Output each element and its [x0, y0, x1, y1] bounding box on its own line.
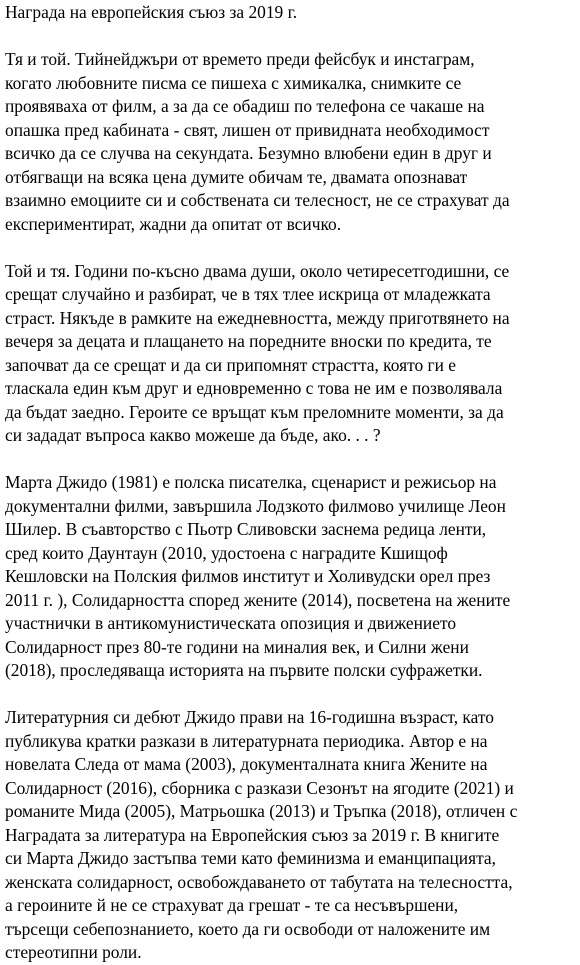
text-line: експериментират, жадни да опитат от всичко.	[5, 213, 342, 234]
text-line: страст. Някъде в рамките на ежедневността, между приготвянето на	[5, 307, 510, 328]
text-line: Марта Джидо (1981) е полска писателка, сценарист и режисьор на	[5, 472, 497, 492]
body-paragraph	[5, 471, 579, 683]
paragraph-gap	[5, 25, 580, 49]
body-paragraph	[5, 48, 579, 236]
text-line: опашка пред кабината - свят, лишен от привидната необходимост	[5, 119, 490, 140]
text-line: проявяваха от филм, а за да се обадиш по телефона се чакаше на	[5, 96, 485, 116]
text-line: Шилер. В съавторство с Пьотр Сливовски заснема редица ленти,	[5, 519, 487, 539]
body-paragraph	[5, 260, 579, 448]
text-line: Той и тя. Години по-късно двама души, около четиресетгодишни, се	[5, 260, 510, 281]
body-paragraph	[5, 706, 579, 965]
text-line: женската солидарност, освобождаването от табутата на телесността,	[5, 871, 513, 892]
paragraph-gap	[5, 683, 580, 707]
text-line: сред които Даунтаун (2010, удостоена с наградите Кшищоф	[5, 542, 448, 563]
text-line: публикува кратки разкази в литературната периодика. Автор е на	[5, 730, 488, 751]
text-line: Наградата за литература на Европейския съюз за 2019 г. В книгите	[5, 824, 500, 845]
text-line: 2011 г. ), Солидарността според жените (2014), посветена на жените	[5, 589, 511, 610]
text-line: Литературния си дебют Джидо прави на 16-годишна възраст, като	[5, 707, 494, 727]
text-line: си зададат въпроса какво можеше да бъде, ако. . . ?	[5, 425, 381, 445]
text-line: търсещи себепознанието, което да ги освободи от наложените им	[5, 918, 491, 939]
text-line: Солидарност (2016), сборника с разкази Сезонът на ягодите (2021) и	[5, 777, 514, 798]
text-line: срещат случайно и разбират, че в тях тлее искрица от младежката	[5, 284, 491, 304]
text-line: стереотипни роли.	[5, 942, 142, 962]
text-line: всичко да се случва на секундата. Безумно влюбени един в друг и	[5, 143, 492, 163]
text-line: (2018), проследяваща историята на първите полски суфражетки.	[5, 660, 483, 680]
text-line: романите Мида (2005), Матрьошка (2013) и Тръпка (2018), отличен с	[5, 801, 518, 821]
text-line: да бъдат заедно. Героите се връщат към преломните моменти, за да	[5, 401, 504, 422]
text-line: взаимно емоциите си и собствената си телесност, не се страхуват да	[5, 190, 510, 210]
text-line: тласкала един към друг и едновременно с това не им е позволявала	[5, 378, 503, 398]
text-line: Солидарност през 80-те години на миналия век, и Силни жени	[5, 636, 469, 657]
paragraph-gap	[5, 236, 580, 260]
document-body	[5, 48, 580, 965]
text-line: Тя и той. Тийнейджъри от времето преди фейсбук и инстаграм,	[5, 49, 475, 69]
text-line: участнички в антикомунистическата опозиция и движението	[5, 613, 457, 633]
text-line: вечеря за децата и плащането на поредните вноски по кредита, те	[5, 331, 492, 351]
text-line: си Марта Джидо застъпва теми като феминизма и еманципацията,	[5, 848, 496, 868]
text-line: документални филми, завършила Лодзкото филмово училище Леон	[5, 495, 506, 516]
text-line: новелата Следа от мама (2003), документалната книга Жените на	[5, 754, 488, 774]
text-line: когато любовните писма се пишеха с химикалка, снимките се	[5, 72, 462, 93]
text-line: отбягващи на всяка цена думите обичам те, двамата опознават	[5, 166, 468, 187]
text-line: започват да се срещат и да си припомнят страстта, която ги е	[5, 354, 457, 375]
paragraph-gap	[5, 448, 580, 472]
document-title: Награда на европейския съюз за 2019 г.	[5, 2, 298, 22]
text-line: Кешловски на Полския филмов институт и Холивудски орел през	[5, 566, 491, 586]
text-line: а героините й не се страхуват да грешат - те са несъвършени,	[5, 895, 459, 915]
